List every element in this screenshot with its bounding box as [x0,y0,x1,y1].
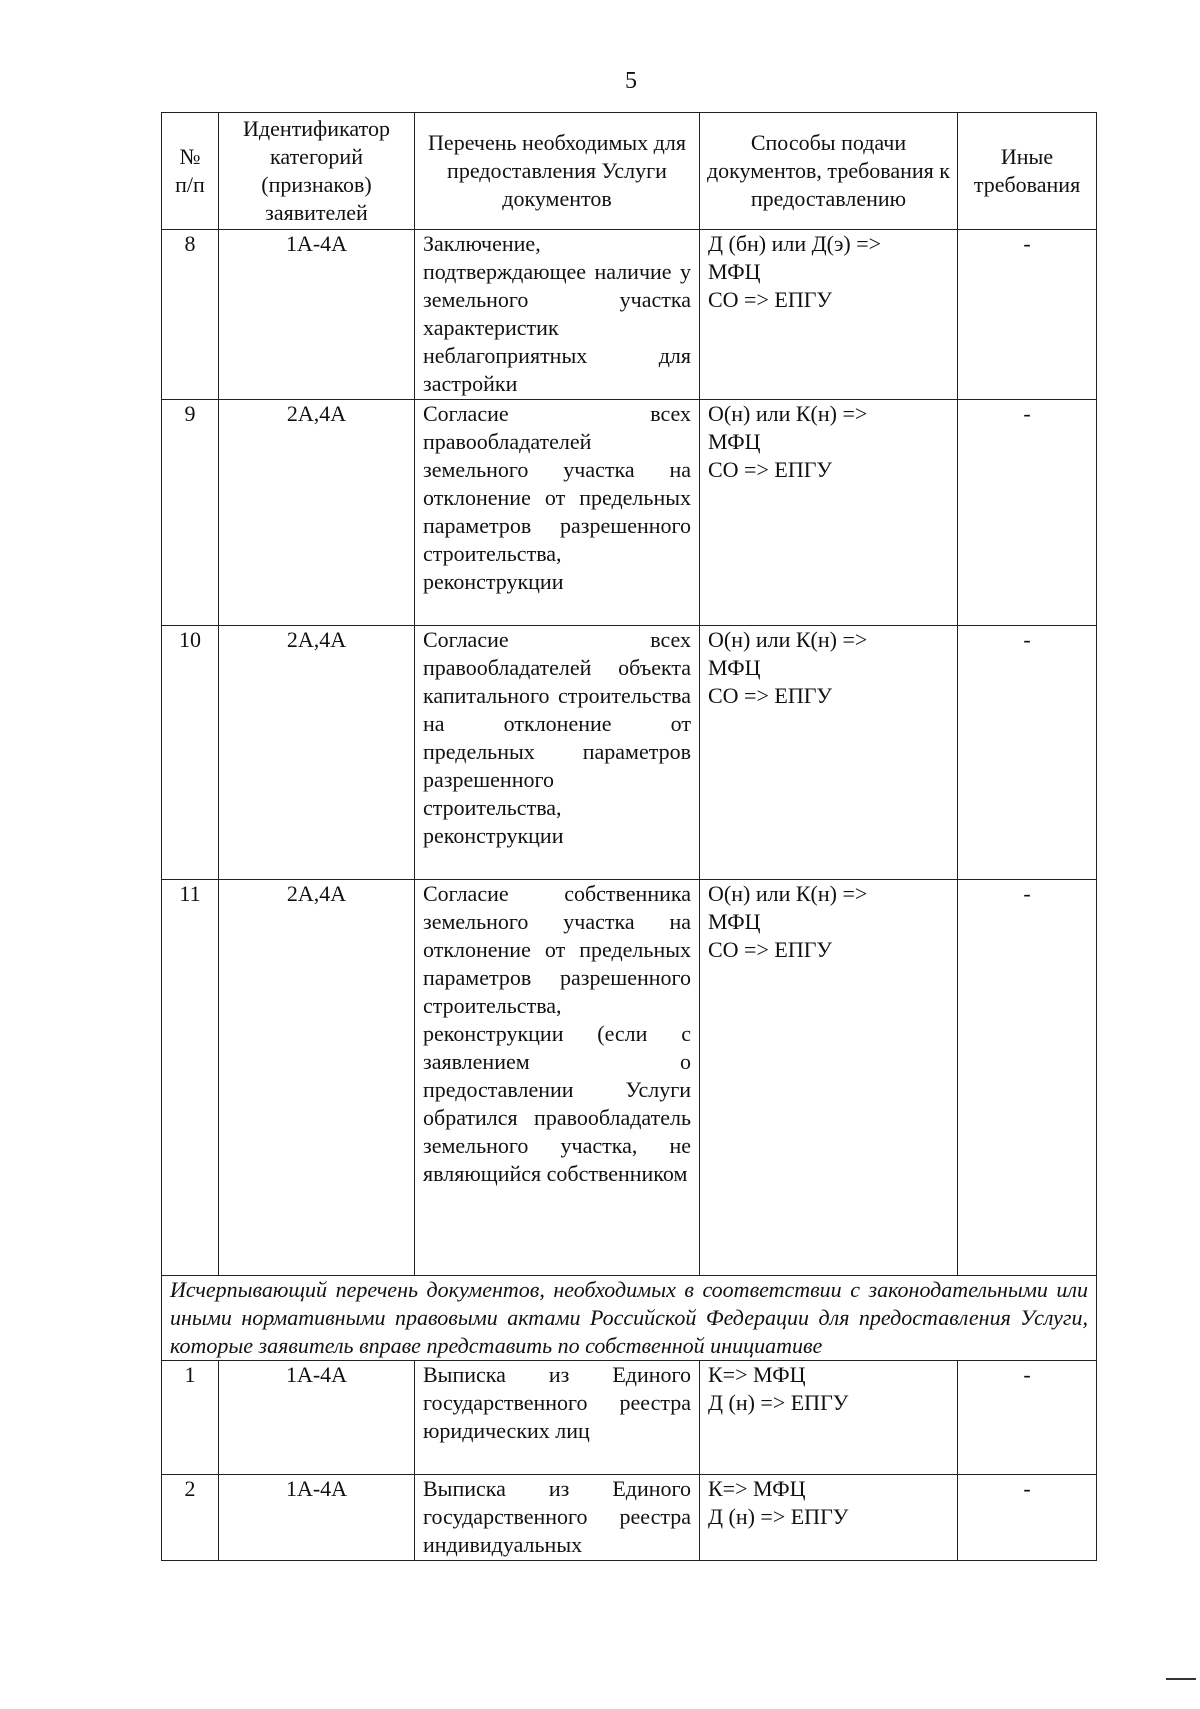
section-heading: Исчерпывающий перечень документов, необходимых в соответствии с законодательными или иными нормативными правовыми актами Российской Федерации для предоставления Услуги, которые заявитель вправе представить по собственной инициативе [162,1276,1097,1361]
row-documents: Согласие собственника земельного участка на отклонение от предельных параметров разрешенного строительства, реконструкции (если с заявлением о предоставлении Услуги обратился правообладатель земельного участка, не являющийся собственником [415,880,700,1276]
row-other: - [958,400,1097,626]
method-line: О(н) или К(н) => [708,881,868,906]
row-identifier: 2А,4А [219,400,415,626]
row-identifier: 1А-4А [219,1475,415,1561]
method-line: СО => ЕПГУ [708,287,832,312]
method-line: О(н) или К(н) => [708,627,868,652]
table-row [162,626,1097,880]
method-line: МФЦ [708,259,761,284]
method-line: МФЦ [708,429,761,454]
row-number: 10 [162,626,219,880]
row-number: 11 [162,880,219,1276]
table-row [162,1475,1097,1561]
row-identifier: 1А-4А [219,1361,415,1475]
row-identifier: 1А-4А [219,230,415,400]
page-number: 5 [625,68,637,94]
header-identifier: Идентификатор категорий (признаков) заявителей [219,113,415,230]
header-other: Иные требования [958,113,1097,230]
row-other: - [958,1361,1097,1475]
method-line: МФЦ [708,655,761,680]
header-documents: Перечень необходимых для предоставления Услуги документов [415,113,700,230]
table-row [162,400,1097,626]
method-line: Д (н) => ЕПГУ [708,1390,849,1415]
method-line: МФЦ [708,909,761,934]
row-other: - [958,880,1097,1276]
row-methods [700,626,958,880]
scan-edge-mark [1166,1678,1196,1680]
row-documents: Согласие всех правообладателей объекта капитального строительства на отклонение от предельных параметров разрешенного строительства, реконструкции [415,626,700,880]
table-row [162,880,1097,1276]
row-documents: Заключение, подтверждающее наличие у земельного участка характеристик неблагоприятных для застройки [415,230,700,400]
row-number: 9 [162,400,219,626]
header-methods: Способы подачи документов, требования к предоставлению [700,113,958,230]
table-row [162,230,1097,400]
row-identifier: 2А,4А [219,626,415,880]
row-other: - [958,626,1097,880]
table-header-row [162,113,1097,230]
table-row [162,1361,1097,1475]
method-line: СО => ЕПГУ [708,683,832,708]
method-line: СО => ЕПГУ [708,457,832,482]
header-num: № п/п [162,113,219,230]
method-line: К=> МФЦ [708,1362,806,1387]
row-number: 2 [162,1475,219,1561]
method-line: Д (бн) или Д(э) => [708,231,882,256]
row-documents: Выписка из Единого государственного реестра индивидуальных [415,1475,700,1561]
row-other: - [958,1475,1097,1561]
row-documents: Согласие всех правообладателей земельного участка на отклонение от предельных параметров разрешенного строительства, реконструкции [415,400,700,626]
method-line: О(н) или К(н) => [708,401,868,426]
row-number: 1 [162,1361,219,1475]
method-line: К=> МФЦ [708,1476,806,1501]
section-heading-row [162,1276,1097,1361]
row-methods [700,1361,958,1475]
method-line: Д (н) => ЕПГУ [708,1504,849,1529]
row-identifier: 2А,4А [219,880,415,1276]
row-number: 8 [162,230,219,400]
row-methods [700,400,958,626]
documents-table [161,112,1097,1561]
row-methods [700,1475,958,1561]
row-methods [700,230,958,400]
row-other: - [958,230,1097,400]
row-methods [700,880,958,1276]
row-documents: Выписка из Единого государственного реестра юридических лиц [415,1361,700,1475]
method-line: СО => ЕПГУ [708,937,832,962]
